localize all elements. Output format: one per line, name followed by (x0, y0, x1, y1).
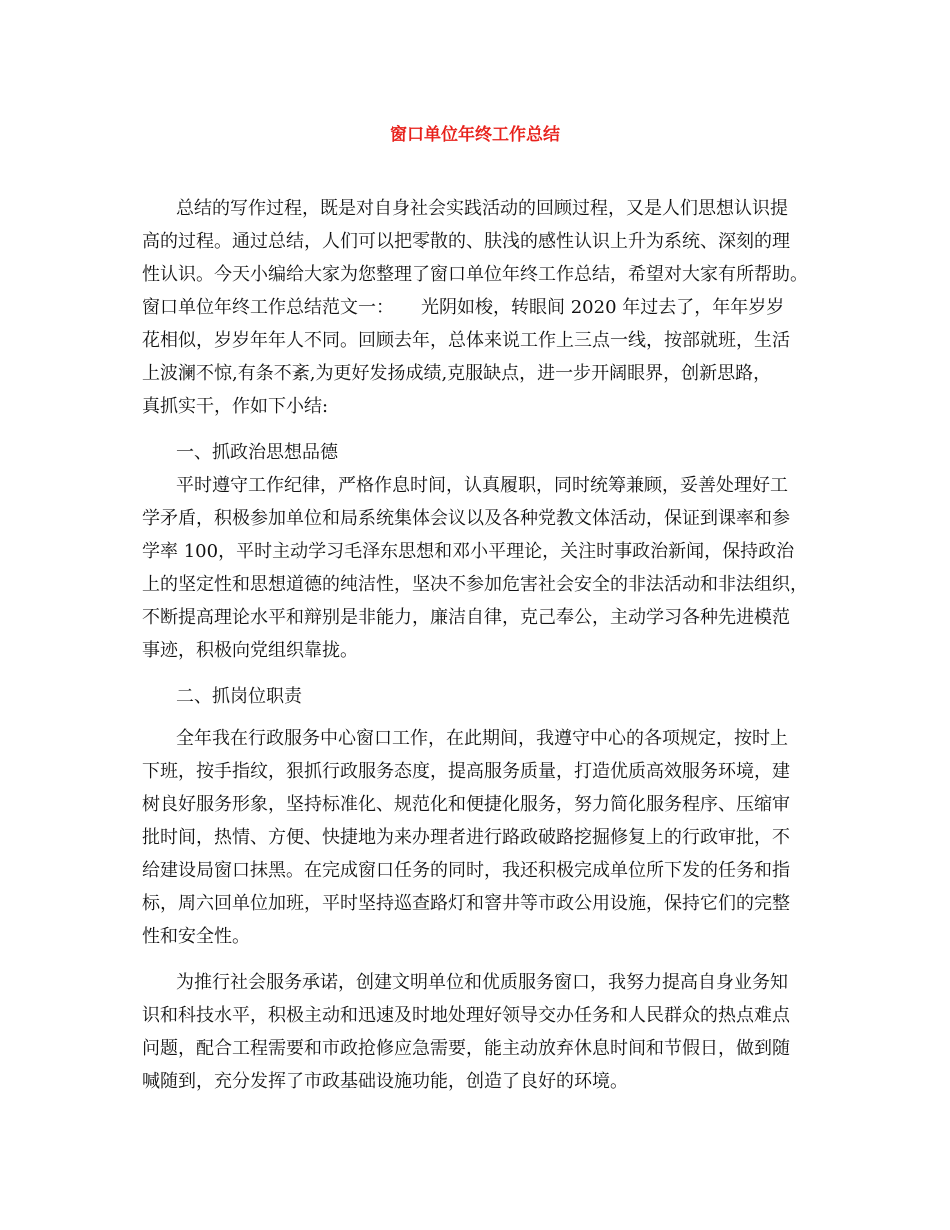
document-title: 窗口单位年终工作总结 (390, 125, 560, 145)
body-line: 不断提高理论水平和辩别是非能力，廉洁自律，克己奉公，主动学习各种先进模范 (142, 607, 790, 628)
body-line: 问题，配合工程需要和市政抢修应急需要，能主动放弃休息时间和节假日，做到随 (142, 1038, 790, 1059)
body-line: 学矛盾，积极参加单位和局系统集体会议以及各种党教文体活动，保证到课率和参 (142, 508, 790, 529)
body-line: 事迹，积极向党组织靠拢。 (142, 640, 358, 661)
body-line: 给建设局窗口抹黑。在完成窗口任务的同时，我还积极完成单位所下发的任务和指 (142, 860, 790, 881)
body-line: 为推行社会服务承诺，创建文明单位和优质服务窗口，我努力提高自身业务知 (176, 972, 788, 993)
body-line: 学率 100，平时主动学习毛泽东思想和邓小平理论，关注时事政治新闻，保持政治 (142, 541, 795, 562)
body-line: 识和科技水平，积极主动和迅速及时地处理好领导交办任务和人民群众的热点难点 (142, 1005, 790, 1026)
body-line: 性认识。今天小编给大家为您整理了窗口单位年终工作总结，希望对大家有所帮助。 (142, 264, 808, 285)
body-line: 平时遵守工作纪律，严格作息时间，认真履职，同时统筹兼顾，妥善处理好工 (176, 475, 788, 496)
body-line: 真抓实干，作如下小结: (142, 396, 329, 417)
body-line: 高的过程。通过总结，人们可以把零散的、肤浅的感性认识上升为系统、深刻的理 (142, 231, 790, 252)
body-line: 下班，按手指纹，狠抓行政服务态度，提高服务质量，打造优质高效服务环境，建 (142, 761, 790, 782)
body-line: 标，周六回单位加班，平时坚持巡查路灯和窨井等市政公用设施，保持它们的完整 (142, 893, 790, 914)
body-line: 喊随到，充分发挥了市政基础设施功能，创造了良好的环境。 (142, 1071, 628, 1092)
body-line: 上的坚定性和思想道德的纯洁性，坚决不参加危害社会安全的非法活动和非法组织， (142, 574, 808, 595)
body-line: 树良好服务形象，坚持标准化、规范化和便捷化服务，努力简化服务程序、压缩审 (142, 794, 790, 815)
body-line: 花相似，岁岁年年人不同。回顾去年，总体来说工作上三点一线，按部就班，生活 (142, 330, 790, 351)
body-line: 上波澜不惊,有条不紊,为更好发扬成绩,克服缺点，进一步开阔眼界，创新思路， (142, 363, 772, 384)
body-line: 窗口单位年终工作总结范文一： 光阴如梭，转眼间 2020 年过去了，年年岁岁 (142, 297, 785, 318)
body-line: 二、抓岗位职责 (176, 686, 302, 707)
body-line: 一、抓政治思想品德 (176, 442, 338, 463)
body-line: 全年我在行政服务中心窗口工作，在此期间，我遵守中心的各项规定，按时上 (176, 728, 788, 749)
body-line: 批时间，热情、方便、快捷地为来办理者进行路政破路挖掘修复上的行政审批，不 (142, 827, 790, 848)
body-line: 性和安全性。 (142, 926, 250, 947)
body-line: 总结的写作过程，既是对自身社会实践活动的回顾过程，又是人们思想认识提 (176, 198, 788, 219)
